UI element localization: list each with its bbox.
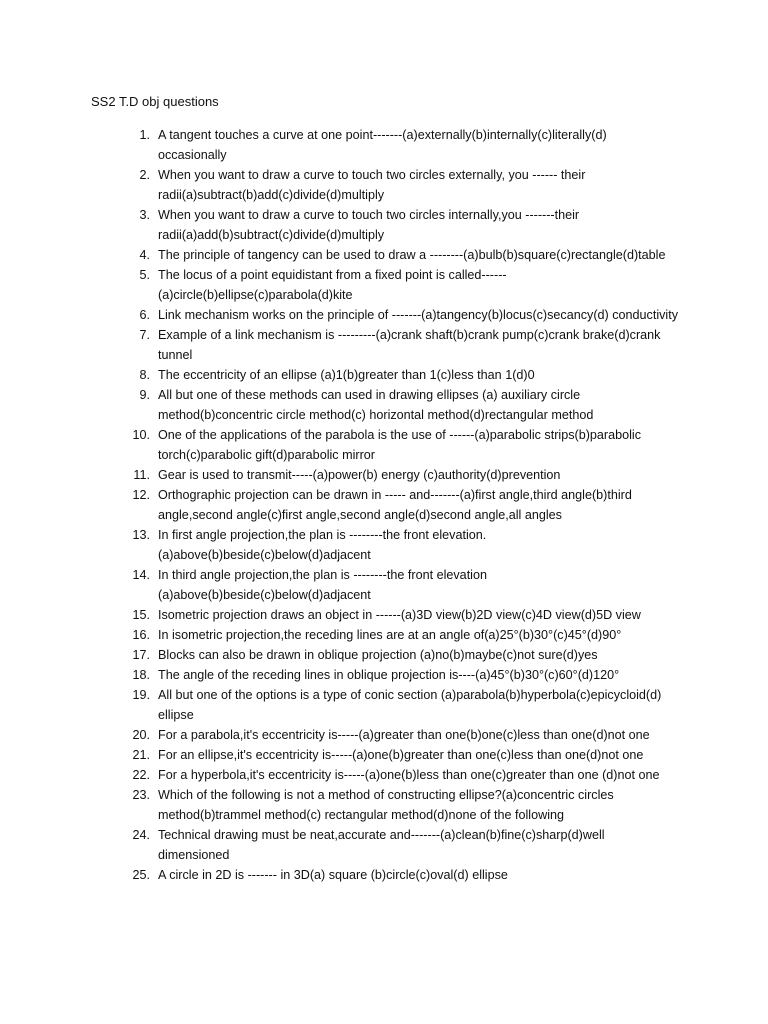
question-number: 21. [132,748,150,762]
question-text: All but one of these methods can used in drawing ellipses (a) auxiliary circle method(b)concentric circle method(c) horizontal method(d)rectangular method [158,388,594,422]
question-item [132,425,678,465]
question-item [132,645,678,665]
question-item [132,765,678,785]
question-item [132,485,678,525]
question-number: 18. [132,668,150,682]
question-item [139,165,678,205]
question-number: 7. [139,328,150,342]
question-text: Example of a link mechanism is ---------(a)crank shaft(b)crank pump(c)crank brake(d)crank tunnel [158,328,661,362]
question-text: A circle in 2D is ------- in 3D(a) square (b)circle(c)oval(d) ellipse [158,868,508,882]
question-text: All but one of the options is a type of conic section (a)parabola(b)hyperbola(c)epicycloid(d) ellipse [158,688,662,722]
question-number: 23. [132,788,150,802]
question-text: In first angle projection,the plan is --------the front elevation. (a)above(b)beside(c)below(d)adjacent [158,528,487,562]
question-text: For an ellipse,it's eccentricity is-----(a)one(b)greater than one(c)less than one(d)not one [158,748,644,762]
question-text: The eccentricity of an ellipse (a)1(b)greater than 1(c)less than 1(d)0 [158,368,535,382]
question-text: When you want to draw a curve to touch two circles externally, you ------ their radii(a)subtract(b)add(c)divide(d)multiply [158,168,586,202]
question-text: Orthographic projection can be drawn in ----- and-------(a)first angle,third angle(b)third angle,second angle(c)first angle,second angle(d)second angle,all angles [158,488,632,522]
question-text: Link mechanism works on the principle of -------(a)tangency(b)locus(c)secancy(d) conductivity [158,308,679,322]
question-number: 14. [132,568,150,582]
question-number: 20. [132,728,150,742]
question-text: The principle of tangency can be used to draw a --------(a)bulb(b)square(c)rectangle(d)table [158,248,666,262]
question-text: One of the applications of the parabola is the use of ------(a)parabolic strips(b)parabolic torch(c)parabolic gift(d)parabolic mirror [158,428,641,462]
question-text: For a parabola,it's eccentricity is-----(a)greater than one(b)one(c)less than one(d)not one [158,728,650,742]
document-title: SS2 T.D obj questions [91,94,219,109]
question-item [132,785,678,825]
question-text: Which of the following is not a method of constructing ellipse?(a)concentric circles method(b)trammel method(c) rectangular method(d)none of the following [158,788,614,822]
question-item [132,605,678,625]
question-number: 24. [132,828,150,842]
question-number: 19. [132,688,150,702]
question-number: 12. [132,488,150,502]
question-item [139,205,678,245]
question-item [139,325,678,365]
question-item [132,685,678,725]
question-text: Gear is used to transmit-----(a)power(b) energy (c)authority(d)prevention [158,468,561,482]
question-number: 2. [139,168,150,182]
question-item [132,525,678,565]
question-number: 4. [139,248,150,262]
question-number: 11. [133,468,150,482]
question-item [132,865,678,885]
question-number: 13. [132,528,150,542]
question-text: When you want to draw a curve to touch two circles internally,you -------their radii(a)add(b)subtract(c)divide(d)multiply [158,208,580,242]
question-text: The angle of the receding lines in oblique projection is----(a)45°(b)30°(c)60°(d)120° [158,668,620,682]
question-item [139,245,678,265]
question-item [132,825,678,865]
question-text: Blocks can also be drawn in oblique projection (a)no(b)maybe(c)not sure(d)yes [158,648,598,662]
question-text: For a hyperbola,it's eccentricity is-----(a)one(b)less than one(c)greater than one (d)not one [158,768,660,782]
question-item [139,385,678,425]
question-number: 15. [132,608,150,622]
question-number: 8. [139,368,150,382]
question-text: A tangent touches a curve at one point-------(a)externally(b)internally(c)literally(d) occasionally [158,128,607,162]
question-number: 17. [132,648,150,662]
question-number: 6. [139,308,150,322]
question-item [132,565,678,605]
question-item [139,125,678,165]
question-number: 3. [139,208,150,222]
question-item [132,745,678,765]
question-item [133,465,678,485]
question-number: 9. [139,388,150,402]
question-number: 10. [132,428,150,442]
question-text: In isometric projection,the receding lines are at an angle of(a)25°(b)30°(c)45°(d)90° [158,628,622,642]
question-number: 5. [139,268,150,282]
question-item [139,265,678,305]
question-list [132,125,679,885]
question-item [132,665,678,685]
question-text: The locus of a point equidistant from a fixed point is called------ (a)circle(b)ellipse(c)parabola(d)kite [158,268,507,302]
question-item [139,305,679,325]
question-item [139,365,678,385]
question-text: In third angle projection,the plan is --------the front elevation (a)above(b)beside(c)below(d)adjacent [158,568,487,602]
question-item [132,625,678,645]
question-number: 22. [132,768,150,782]
question-text: Isometric projection draws an object in ------(a)3D view(b)2D view(c)4D view(d)5D view [158,608,641,622]
question-item [132,725,678,745]
question-number: 1. [139,128,150,142]
question-text: Technical drawing must be neat,accurate and-------(a)clean(b)fine(c)sharp(d)well dimensioned [158,828,605,862]
question-number: 16. [132,628,150,642]
question-number: 25. [132,868,150,882]
